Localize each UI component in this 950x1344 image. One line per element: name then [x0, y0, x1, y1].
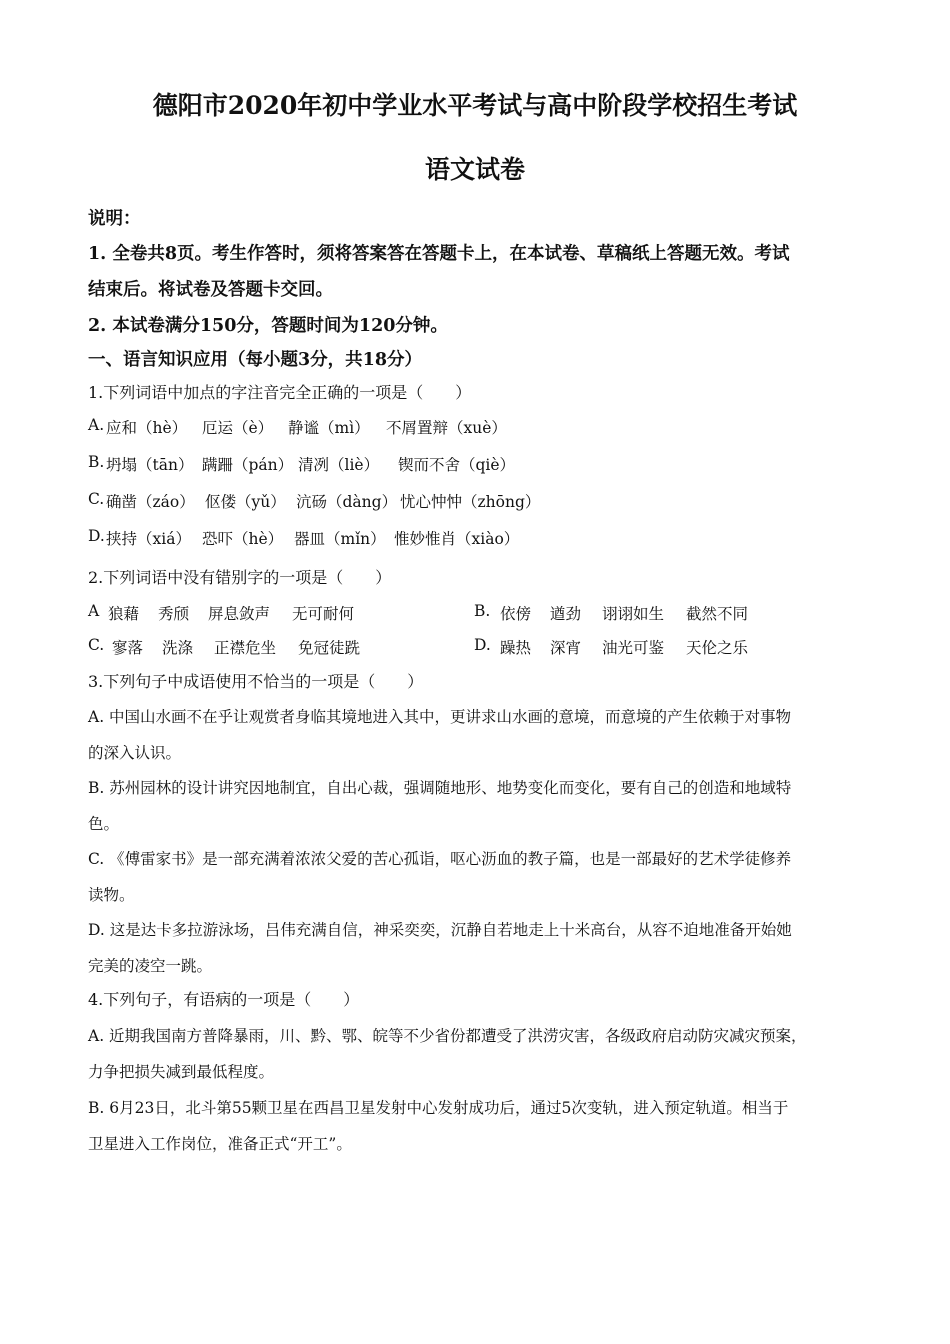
q3-option-c-line-2: 读物。: [88, 886, 135, 904]
option-item: 应和（hè）: [106, 419, 188, 437]
option-item: 诩诩如生: [602, 605, 665, 623]
option-letter: B.: [88, 453, 105, 471]
option-item: 沆砀（dàng）: [296, 493, 398, 511]
option-item: 不屑置辩（xuè）: [386, 419, 507, 437]
option-item: 深宵: [550, 639, 582, 657]
q4-option-b-line-2: 卫星进入工作岗位，准备正式“开工”。: [88, 1135, 352, 1153]
option-item: 洗涤: [162, 639, 194, 657]
option-item: 伛偻（yǔ）: [205, 493, 286, 511]
option-item: 蹒跚（pán）: [202, 456, 294, 474]
note-1-line-1: 1. 全卷共8页。考生作答时，须将答案答在答题卡上，在本试卷、草稿纸上答题无效。考试: [88, 244, 790, 264]
option-item: 屏息敛声: [208, 605, 271, 623]
question-2-stem: 2.下列词语中没有错别字的一项是（ ）: [88, 568, 392, 587]
q3-option-c-line-1: C. 《傅雷家书》是一部充满着浓浓父爱的苦心孤诣，呕心沥血的教子篇，也是一部最好的艺术学徒修养: [88, 850, 792, 868]
q3-option-d-line-2: 完美的凌空一跳。: [88, 957, 213, 975]
option-item: 坍塌（tān）: [106, 456, 194, 474]
option-item: 秀颀: [158, 605, 190, 623]
q3-option-a-line-1: A. 中国山水画不在乎让观赏者身临其境地进入其中，更讲求山水画的意境，而意境的产生依赖于对事物: [88, 708, 792, 726]
q1-option-d: [88, 527, 520, 548]
question-4-stem: 4.下列句子，有语病的一项是（ ）: [88, 990, 360, 1009]
option-letter: A.: [88, 416, 105, 434]
note-2: 2. 本试卷满分150分，答题时间为120分钟。: [88, 316, 448, 336]
note-heading: 说明：: [88, 209, 141, 229]
option-item: 寥落: [112, 639, 144, 657]
option-item: 截然不同: [686, 605, 749, 623]
q3-option-b-line-1: B. 苏州园林的设计讲究因地制宜，自出心裁，强调随地形、地势变化而变化，要有自己的创造和地域特: [88, 779, 792, 797]
question-3-stem: 3.下列句子中成语使用不恰当的一项是（ ）: [88, 672, 424, 691]
option-letter: D.: [474, 636, 491, 654]
q4-option-a-line-2: 力争把损失减到最低程度。: [88, 1063, 275, 1081]
option-letter: C.: [88, 490, 105, 508]
question-1-stem: 1.下列词语中加点的字注音完全正确的一项是（ ）: [88, 383, 472, 402]
option-item: 厄运（è）: [202, 419, 274, 437]
q3-option-a-line-2: 的深入认识。: [88, 744, 182, 762]
option-item: 器皿（mǐn）: [294, 530, 386, 548]
option-item: 忧心忡忡（zhōng）: [400, 493, 541, 511]
q1-option-b: [88, 453, 516, 474]
option-item: 清冽（liè）: [298, 456, 380, 474]
option-letter: A: [88, 602, 100, 620]
option-letter: C.: [88, 636, 105, 654]
q3-option-d-line-1: D. 这是达卡多拉游泳场，吕伟充满自信，神采奕奕，沉静自若地走上十米高台，从容不迫地准备开始她: [88, 921, 792, 939]
option-item: 惟妙惟肖（xiào）: [394, 530, 520, 548]
option-item: 正襟危坐: [214, 639, 277, 657]
option-item: 静谧（mì）: [288, 419, 370, 437]
option-item: 狼藉: [108, 605, 140, 623]
q1-option-a: [88, 416, 507, 437]
exam-title: 德阳市2020年初中学业水平考试与高中阶段学校招生考试: [152, 91, 798, 120]
option-item: 恐吓（hè）: [202, 530, 284, 548]
option-letter: B.: [474, 602, 491, 620]
option-item: 依傍: [500, 605, 532, 623]
section-heading: 一、语言知识应用（每小题3分，共18分）: [88, 350, 423, 370]
option-item: 免冠徒跣: [298, 639, 361, 657]
q1-option-c: [88, 490, 541, 511]
option-item: 躁热: [500, 639, 532, 657]
option-item: 确凿（záo）: [106, 493, 195, 511]
option-item: 遒劲: [550, 605, 582, 623]
note-1-line-2: 结束后。将试卷及答题卡交回。: [88, 280, 333, 300]
exam-subtitle: 语文试卷: [424, 155, 525, 184]
option-item: 天伦之乐: [686, 639, 749, 657]
option-item: 挟持（xiá）: [106, 530, 191, 548]
option-item: 无可耐何: [292, 605, 355, 623]
option-item: 锲而不舍（qiè）: [398, 456, 516, 474]
q4-option-b-line-1: B. 6月23日，北斗第55颗卫星在西昌卫星发射中心发射成功后，通过5次变轨，进入预定轨道。相当于: [88, 1099, 789, 1117]
option-letter: D.: [88, 527, 105, 545]
q3-option-b-line-2: 色。: [88, 815, 120, 833]
option-item: 油光可鉴: [602, 639, 665, 657]
q4-option-a-line-1: A. 近期我国南方普降暴雨，川、黔、鄂、皖等不少省份都遭受了洪涝灾害，各级政府启动防灾减灾预案，: [88, 1027, 807, 1045]
